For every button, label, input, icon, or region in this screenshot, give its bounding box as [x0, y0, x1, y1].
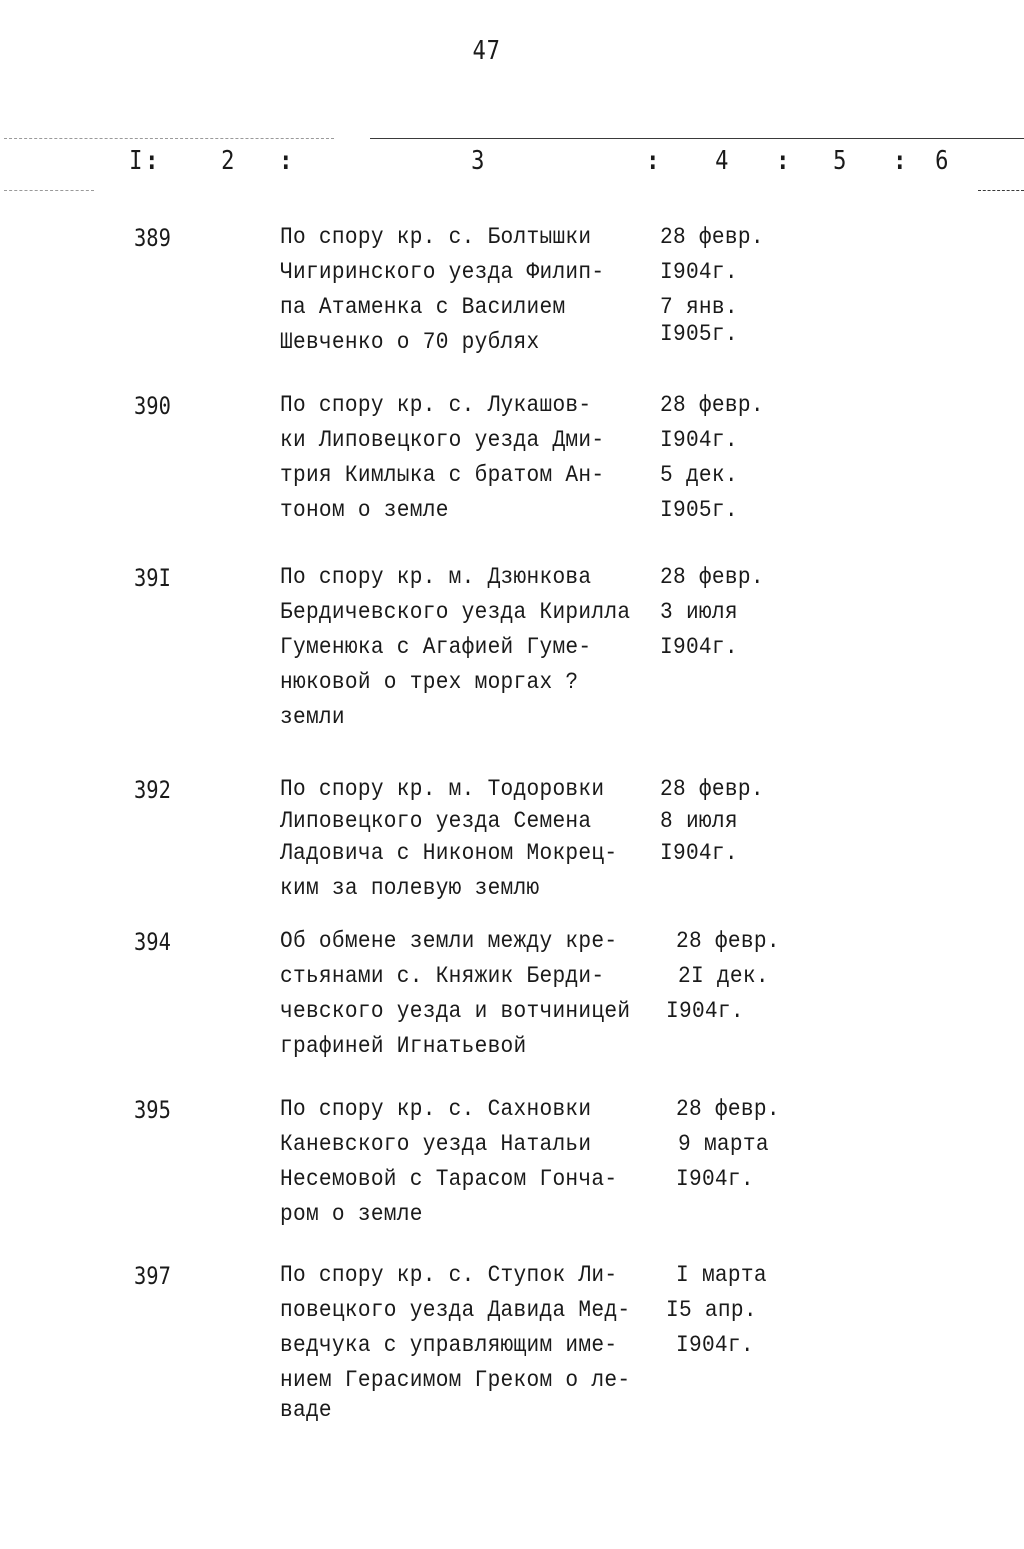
description-line: Несемовой с Тарасом Гонча-: [280, 1166, 618, 1192]
date-line: I904г.: [666, 998, 744, 1024]
description-line: нием Герасимом Греком о ле-: [280, 1367, 631, 1393]
description-line: стьянами с. Княжик Берди-: [280, 963, 605, 989]
date-line: 9 марта: [678, 1131, 769, 1157]
page-number: 47: [472, 36, 501, 66]
entry-description: [280, 564, 661, 739]
description-line: чевского уезда и вотчиницей: [280, 998, 631, 1024]
entry-number: 397: [134, 1262, 171, 1290]
description-line: По спору кр. м. Дзюнкова: [280, 564, 592, 590]
date-line: 7 янв.: [660, 294, 738, 320]
entry-dates: [660, 776, 773, 875]
date-line: 5 дек.: [660, 462, 738, 488]
column-separator: :: [279, 146, 293, 176]
date-line: 8 июля: [660, 808, 738, 834]
entry-dates: [660, 564, 773, 669]
entry-number: 392: [134, 776, 171, 804]
column-header-5: 5: [833, 146, 847, 176]
description-line: тоном о земле: [280, 497, 449, 523]
description-line: Гуменюка с Агафией Гуме-: [280, 634, 592, 660]
description-line: графиней Игнатьевой: [280, 1033, 527, 1059]
entry-number: 394: [134, 928, 171, 956]
entry-dates: [660, 928, 789, 1033]
column-header-2: 2: [221, 146, 235, 176]
entry-description: [280, 392, 633, 532]
date-line: 28 февр.: [676, 1096, 780, 1122]
description-line: ведчука с управляющим име-: [280, 1332, 618, 1358]
date-line: 28 февр.: [660, 564, 764, 590]
description-line: Чигиринского уезда Филип-: [280, 259, 605, 285]
header-rule-bottom-right: [978, 190, 1024, 191]
description-line: земли: [280, 704, 345, 730]
column-separator: :: [646, 146, 660, 176]
column-header-3: 3: [471, 146, 485, 176]
description-line: нюковой о трех моргах ?: [280, 669, 579, 695]
column-separator: :: [145, 146, 159, 176]
entry-number: 395: [134, 1096, 171, 1124]
header-rule-bottom-left: [4, 190, 94, 191]
description-line: По спору кр. с. Сахновки: [280, 1096, 592, 1122]
date-line: I904г.: [676, 1332, 754, 1358]
description-line: Об обмене земли между кре-: [280, 928, 618, 954]
date-line: 28 февр.: [660, 392, 764, 418]
date-line: 3 июля: [660, 599, 738, 625]
entry-dates: [660, 392, 773, 532]
entry-dates: [660, 1096, 789, 1201]
date-line: I марта: [676, 1262, 767, 1288]
date-line: I904г.: [660, 427, 738, 453]
date-line: 28 февр.: [660, 776, 764, 802]
header-rule-top-right: [370, 138, 1024, 139]
entry-dates: [660, 1262, 775, 1367]
column-header-6: 6: [935, 146, 949, 176]
description-line: ким за полевую землю: [280, 875, 540, 901]
column-separator: :: [893, 146, 907, 176]
date-line: 2I дек.: [678, 963, 769, 989]
entry-number: 390: [134, 392, 171, 420]
description-line: Шевченко о 70 рублях: [280, 329, 540, 355]
description-line: ром о земле: [280, 1201, 423, 1227]
date-line: I904г.: [660, 634, 738, 660]
description-line: ваде: [280, 1397, 332, 1423]
entry-dates: [660, 224, 773, 356]
description-line: па Атаменка с Василием: [280, 294, 566, 320]
description-line: По спору кр. м. Тодоровки: [280, 776, 605, 802]
entry-description: [280, 1262, 661, 1432]
entry-number: 39I: [134, 564, 171, 592]
description-line: По спору кр. с. Лукашов-: [280, 392, 592, 418]
description-line: повецкого уезда Давида Мед-: [280, 1297, 631, 1323]
date-line: I905г.: [660, 497, 738, 523]
date-line: I904г.: [676, 1166, 754, 1192]
description-line: Липовецкого уезда Семена: [280, 808, 592, 834]
description-line: Бердичевского уезда Кирилла: [280, 599, 631, 625]
entry-description: [280, 1096, 647, 1236]
entry-description: [280, 928, 661, 1068]
date-line: I905г.: [660, 321, 738, 347]
description-line: Ладовича с Никоном Мокрец-: [280, 840, 618, 866]
date-line: I904г.: [660, 259, 738, 285]
column-header-4: 4: [715, 146, 729, 176]
header-rule-top-left: [4, 138, 334, 139]
description-line: ки Липовецкого уезда Дми-: [280, 427, 605, 453]
date-line: I5 апр.: [666, 1297, 757, 1323]
description-line: трия Кимлыка с братом Ан-: [280, 462, 605, 488]
date-line: 28 февр.: [660, 224, 764, 250]
entry-description: [280, 776, 647, 910]
entry-number: 389: [134, 224, 171, 252]
description-line: По спору кр. с. Болтышки: [280, 224, 592, 250]
description-line: По спору кр. с. Ступок Ли-: [280, 1262, 618, 1288]
column-header-1: I: [129, 146, 143, 176]
date-line: I904г.: [660, 840, 738, 866]
date-line: 28 февр.: [676, 928, 780, 954]
column-separator: :: [776, 146, 790, 176]
entry-description: [280, 224, 633, 364]
description-line: Каневского уезда Натальи: [280, 1131, 592, 1157]
